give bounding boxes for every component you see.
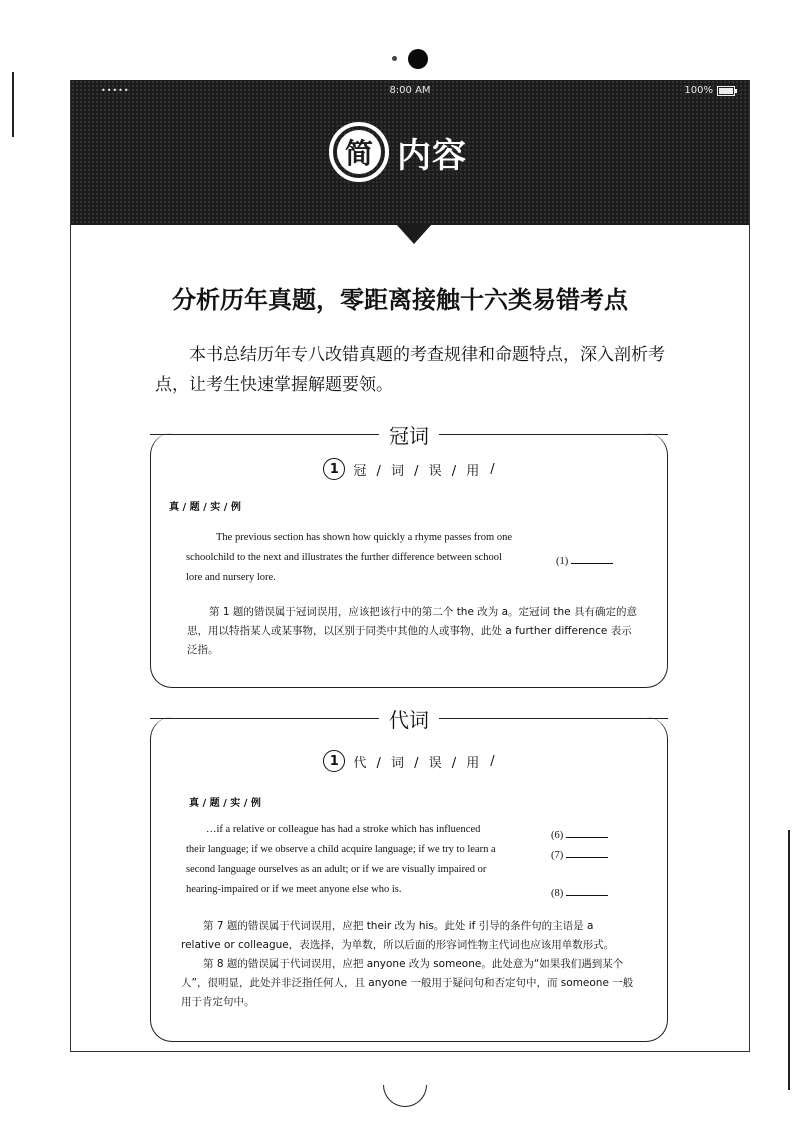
banner-logo — [329, 122, 467, 182]
number-badge: 1 — [323, 750, 345, 772]
sensor-icon — [392, 56, 397, 61]
slash-icon: / — [490, 753, 495, 769]
number-badge: 1 — [323, 458, 345, 480]
explanation-paragraph: 第 1 题的错误属于冠词误用，应该把该行中的第二个 the 改为 a。定冠词 the 具有确定的意思，用以特指某人或某事物，以区别于同类中其他的人或事物，此处 a further difference 表示泛指。 — [187, 606, 637, 656]
explanation — [187, 603, 637, 660]
section-title: 代词 — [389, 708, 429, 732]
intro-paragraph: 本书总结历年专八改错真题的考查规律和命题特点，深入剖析考点，让考生快速掌握解题要领。 — [155, 345, 665, 395]
explanation-paragraph: 第 8 题的错误属于代词误用，应把 anyone 改为 someone。此处意为“如果我们遇到某个人”，很明显，此处并非泛指任何人，且 anyone 一般用于疑问句和否定句中，而 someone 一般用于肯定句中。 — [181, 958, 634, 1008]
passage — [186, 820, 566, 900]
passage-line: …if a relative or colleague has had a stroke which has influenced — [206, 824, 481, 835]
subhead-label: 代 / 词 / 误 / 用 — [353, 755, 483, 771]
signal-icon: ••••• — [101, 86, 130, 95]
passage-line: lore and nursery lore. — [186, 572, 276, 583]
subhead — [151, 750, 667, 772]
slash-icon: / — [490, 461, 495, 477]
page-headline: 分析历年真题，零距离接触十六类易错考点 — [172, 286, 628, 314]
status-time: 8:00 AM — [389, 85, 431, 96]
banner-notch — [396, 224, 432, 244]
camera-icon — [408, 49, 428, 69]
passage-line: The previous section has shown how quickly a rhyme passes from one — [216, 532, 512, 543]
device-edge-left — [12, 72, 14, 137]
status-battery — [684, 85, 735, 96]
home-button[interactable] — [383, 1085, 427, 1107]
explanation-paragraph: 第 7 题的错误属于代词误用，应把 their 改为 his。此处 if 引导的条件句的主语是 a relative or colleague，表选择，为单数，所以后面的形容词性物主代词也应该用单数形式。 — [181, 920, 615, 951]
answer-blank[interactable]: (6) — [551, 827, 608, 841]
battery-icon — [717, 86, 735, 96]
passage — [186, 528, 566, 588]
passage-line: hearing-impaired or if we meet anyone else who is. — [186, 884, 402, 895]
passage-line: their language; if we observe a child acquire language; if we try to learn a — [186, 844, 496, 855]
example-label: 真 / 题 / 实 / 例 — [169, 502, 241, 513]
section-title: 冠词 — [389, 424, 429, 448]
banner-title: 内容 — [397, 135, 467, 176]
section-box-articles — [150, 433, 668, 688]
passage-line: second language ourselves as an adult; or if we are visually impaired or — [186, 864, 487, 875]
subhead-label: 冠 / 词 / 误 / 用 — [353, 463, 483, 479]
explanation — [181, 917, 636, 1012]
logo-char: 简 — [337, 130, 381, 174]
passage-line: schoolchild to the next and illustrates the further difference between school — [186, 552, 502, 563]
example-label: 真 / 题 / 实 / 例 — [189, 798, 261, 809]
answer-blank[interactable]: (8) — [551, 885, 608, 899]
device-edge-right — [788, 830, 790, 1090]
answer-blank[interactable]: (1) — [556, 553, 613, 567]
battery-percent: 100% — [684, 85, 713, 96]
section-box-pronouns — [150, 717, 668, 1042]
logo-circle-icon — [329, 122, 389, 182]
answer-blank[interactable]: (7) — [551, 847, 608, 861]
header-banner — [71, 80, 749, 225]
subhead — [151, 458, 667, 480]
